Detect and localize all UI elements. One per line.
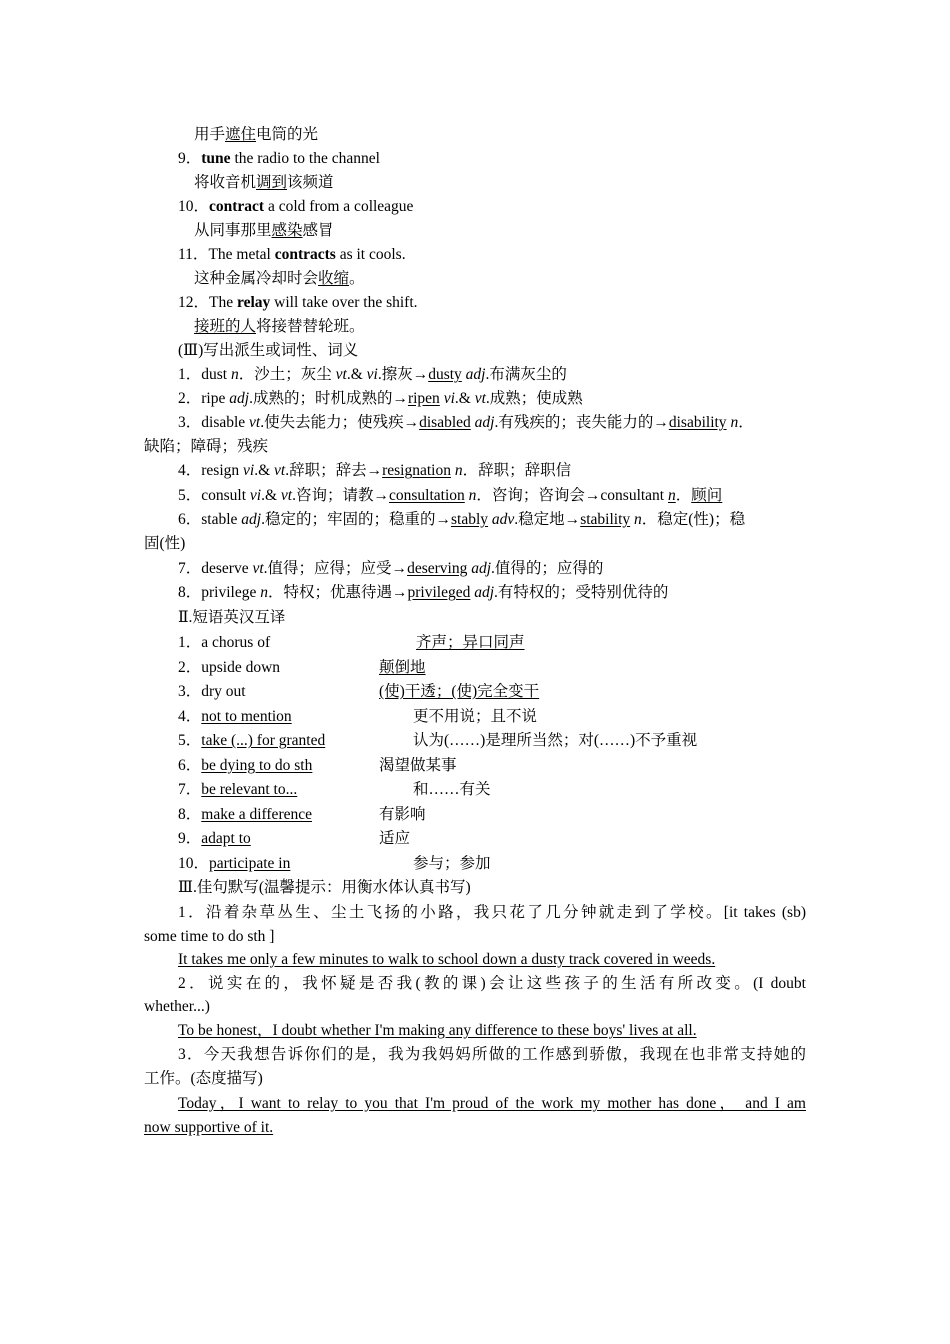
- item10-translation: 从同事那里感染感冒: [194, 222, 334, 239]
- derivation-item: 7．deserve vt.值得；应得；应受→deserving adj.值得的；应得的: [178, 560, 604, 577]
- sentence-prompt-wrap: whether...): [144, 998, 210, 1015]
- derivation-item-wrap: 缺陷；障碍；残疾: [144, 438, 269, 455]
- derivation-item: 4．resign vi.& vt.辞职；辞去→resignation n．辞职；辞职信: [178, 462, 572, 479]
- item8-translation: 用手遮住电筒的光: [194, 126, 319, 143]
- phrase-row: 5．take (...) for granted: [178, 732, 326, 749]
- phrase-answer: 齐声；异口同声: [416, 634, 525, 651]
- phrase-meaning: 认为(……)是理所当然；对(……)不予重视: [413, 732, 698, 749]
- phrase-meaning: 渴望做某事: [379, 757, 457, 774]
- sentence-answer: It takes me only a few minutes to walk to school down a dusty track covered in weeds.: [178, 951, 716, 968]
- phrase-row: 2．upside down: [178, 659, 281, 676]
- section-heading-phrases: Ⅱ.短语英汉互译: [178, 609, 286, 626]
- phrase-meaning: 参与；参加: [413, 855, 491, 872]
- phrase-meaning: 更不用说；且不说: [413, 708, 538, 725]
- sentence-prompt-wrap: 工作。(态度描写): [144, 1070, 263, 1087]
- phrase-row: 7．be relevant to...: [178, 781, 298, 798]
- item9-phrase: 9．tune the radio to the channel: [178, 150, 380, 167]
- section-heading-sentences: Ⅲ.佳句默写(温馨提示：用衡水体认真书写): [178, 879, 471, 896]
- item11-phrase: 11．The metal contracts as it cools.: [178, 246, 406, 263]
- phrase-row: 9．adapt to: [178, 830, 251, 847]
- phrase-row: 3．dry out: [178, 683, 246, 700]
- phrase-row: 1．a chorus of: [178, 634, 271, 651]
- phrase-row: 10．participate in: [178, 855, 291, 872]
- item12-translation: 接班的人将接替替轮班。: [194, 318, 365, 335]
- derivation-item: 3．disable vt.使失去能力；使残疾→disabled adj.有残疾的；丧失能力的→disability n．: [178, 414, 754, 431]
- item12-phrase: 12．The relay will take over the shift.: [178, 294, 418, 311]
- phrase-row: 8．make a difference: [178, 806, 312, 823]
- derivation-item: 1．dust n．沙土；灰尘 vt.& vi.擦灰→dusty adj.布满灰尘的: [178, 366, 567, 383]
- sentence-answer-wrap: now supportive of it.: [144, 1119, 274, 1136]
- derivation-item: 6．stable adj.稳定的；牢固的；稳重的→stably adv.稳定地→stability n．稳定(性)；稳: [178, 511, 746, 528]
- item9-translation: 将收音机调到该频道: [194, 174, 334, 191]
- sentence-prompt: 2．说实在的，我怀疑是否我(教的课)会让这些孩子的生活有所改变。(I doubt: [178, 975, 806, 992]
- phrase-meaning: 适应: [379, 830, 411, 847]
- derivation-item: 5．consult vi.& vt.咨询；请教→consultation n．咨询；咨询会→consultant n．顾问: [178, 487, 723, 504]
- phrase-answer: (使)干透；(使)完全变干: [379, 683, 540, 700]
- section-heading-derivation: (Ⅲ)写出派生或词性、词义: [178, 342, 359, 359]
- derivation-item: 8．privilege n．特权；优惠待遇→privileged adj.有特权的；受特别优待的: [178, 584, 669, 601]
- phrase-meaning: 和……有关: [413, 781, 491, 798]
- sentence-answer: To be honest，I doubt whether I'm making any difference to these boys' lives at all.: [178, 1022, 697, 1039]
- phrase-row: 6．be dying to do sth: [178, 757, 313, 774]
- sentence-prompt: 3．今天我想告诉你们的是，我为我妈妈所做的工作感到骄傲，我现在也非常支持她的: [178, 1046, 806, 1063]
- phrase-answer: 颠倒地: [379, 659, 426, 676]
- item11-translation: 这种金属冷却时会收缩。: [194, 270, 365, 287]
- sentence-answer: Today，I want to relay to you that I'm proud of the work my mother has done， and I am: [178, 1095, 806, 1112]
- derivation-item-wrap: 固(性): [144, 535, 186, 552]
- phrase-meaning: 有影响: [379, 806, 426, 823]
- sentence-prompt-wrap: some time to do sth ]: [144, 928, 275, 945]
- phrase-row: 4．not to mention: [178, 708, 292, 725]
- item10-phrase: 10．contract a cold from a colleague: [178, 198, 414, 215]
- sentence-prompt: 1．沿着杂草丛生、尘土飞扬的小路，我只花了几分钟就走到了学校。[it takes (sb): [178, 904, 806, 921]
- derivation-item: 2．ripe adj.成熟的；时机成熟的→ripen vi.& vt.成熟；使成熟: [178, 390, 583, 407]
